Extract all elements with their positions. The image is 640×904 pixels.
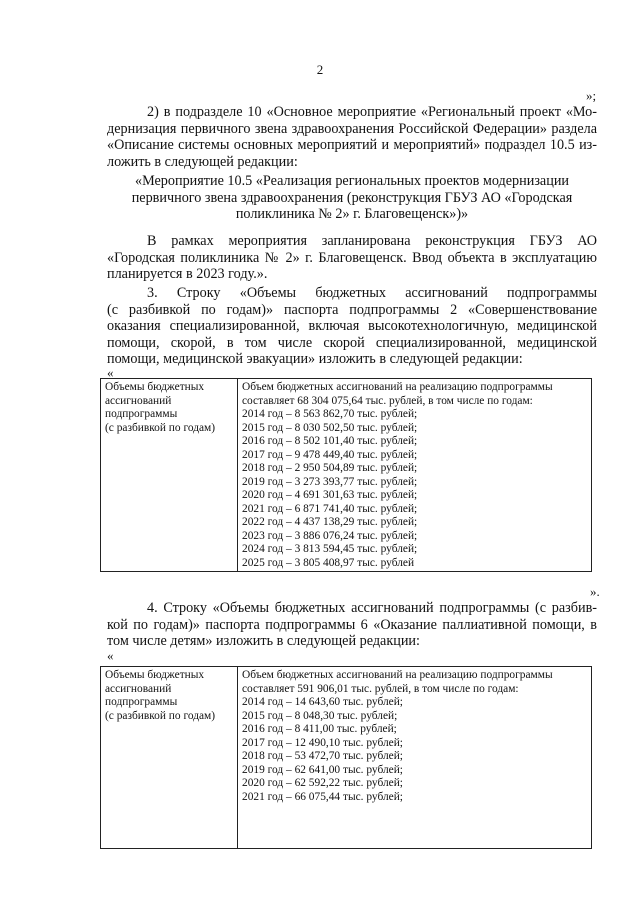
text-line: 2) в подразделе 10 «Основное мероприятие «Региональный проект «Мо-	[147, 104, 597, 120]
text-line: ложить в следующей редакции:	[107, 153, 298, 170]
table-row	[101, 379, 592, 572]
activity-text	[107, 233, 597, 283]
budget-table-subprogram-2	[100, 378, 592, 572]
text-line: «Мероприятие 10.5 «Реализация региональных проектов модернизации	[134, 173, 569, 189]
section-4-paragraph	[107, 600, 597, 650]
text-line: оказания специализированной, включая высокотехнологичную, медицинской	[107, 318, 597, 335]
opening-quote-mark: «	[107, 648, 114, 663]
table-cell-label: Объемы бюджетных ассигнований подпрограммы (с разбивкой по годам)	[101, 667, 238, 849]
text-line: (с разбивкой по годам)» паспорта подпрограммы 2 «Совершенствование	[107, 301, 597, 318]
text-line: помощи, медицинской эвакуации» изложить в следующей редакции:	[107, 351, 523, 368]
table-cell-values: Объем бюджетных ассигнований на реализацию подпрограммы составляет 68 304 075,64 тыс. рублей, в том числе по годам: 2014 год – 8 563 862,70 тыс. рублей; 2015 год – 8 030 502,50 тыс. рублей; 2016 год – 8 502 101,40 тыс. рублей; 2017 год – 9 478 449,40 тыс. рублей; 2018 год – 2 950 504,89 тыс. рублей; 2019 год – 3 273 393,77 тыс. рублей; 2020 год – 4 691 301,63 тыс. рублей; 2021 год – 6 871 741,40 тыс. рублей; 2022 год – 4 437 138,29 тыс. рублей; 2023 год – 3 886 076,24 тыс. рублей; 2024 год – 3 813 594,45 тыс. рублей; 2025 год – 3 805 408,97 тыс. рублей	[238, 379, 592, 572]
page-number: 2	[316, 62, 324, 77]
closing-quote-mark: ».	[590, 584, 600, 599]
text-line: первичного звена здравоохранения (реконструкция ГБУЗ АО «Городская	[131, 189, 573, 206]
text-line: том числе детям» изложить в следующей редакции:	[107, 633, 420, 650]
text-line: «Описание системы основных мероприятий и мероприятий» подраздел 10.5 из-	[107, 137, 597, 154]
budget-table-subprogram-6	[100, 666, 592, 849]
text-line: помощи, скорой, в том числе скорой специализированной, медицинской	[107, 334, 597, 351]
text-line: дернизация первичного звена здравоохранения Российской Федерации» раздела	[107, 120, 597, 137]
text-line: 3. Строку «Объемы бюджетных ассигнований подпрограммы	[147, 285, 597, 301]
text-line: 4. Строку «Объемы бюджетных ассигнований подпрограммы (с разбив-	[147, 600, 597, 616]
text-line: планируется в 2023 году.».	[107, 266, 268, 283]
section-3-paragraph	[107, 285, 597, 368]
table-cell-values: Объем бюджетных ассигнований на реализацию подпрограммы составляет 591 906,01 тыс. рублей, в том числе по годам: 2014 год – 14 643,60 тыс. рублей; 2015 год – 8 048,30 тыс. рублей; 2016 год – 8 411,00 тыс. рублей; 2017 год – 12 490,10 тыс. рублей; 2018 год – 53 472,70 тыс. рублей; 2019 год – 62 641,00 тыс. рублей; 2020 год – 62 592,22 тыс. рублей; 2021 год – 66 075,44 тыс. рублей;	[238, 667, 592, 849]
section-2-paragraph	[107, 104, 597, 170]
table-cell-label: Объемы бюджетных ассигнований подпрограммы (с разбивкой по годам)	[101, 379, 238, 572]
text-line: В рамках мероприятия запланирована реконструкция ГБУЗ АО	[147, 233, 597, 249]
text-line: поликлиника № 2» г. Благовещенск»)»	[235, 206, 469, 223]
table-row	[101, 667, 592, 849]
text-line: «Городская поликлиника № 2» г. Благовещенск. Ввод объекта в эксплуатацию	[107, 249, 597, 266]
text-line: кой по годам)» паспорта подпрограммы 6 «Оказание паллиативной помощи, в	[107, 616, 597, 633]
activity-title	[107, 173, 597, 223]
closing-quote-mark: »;	[586, 88, 597, 103]
opening-quote-mark: «	[107, 365, 114, 380]
